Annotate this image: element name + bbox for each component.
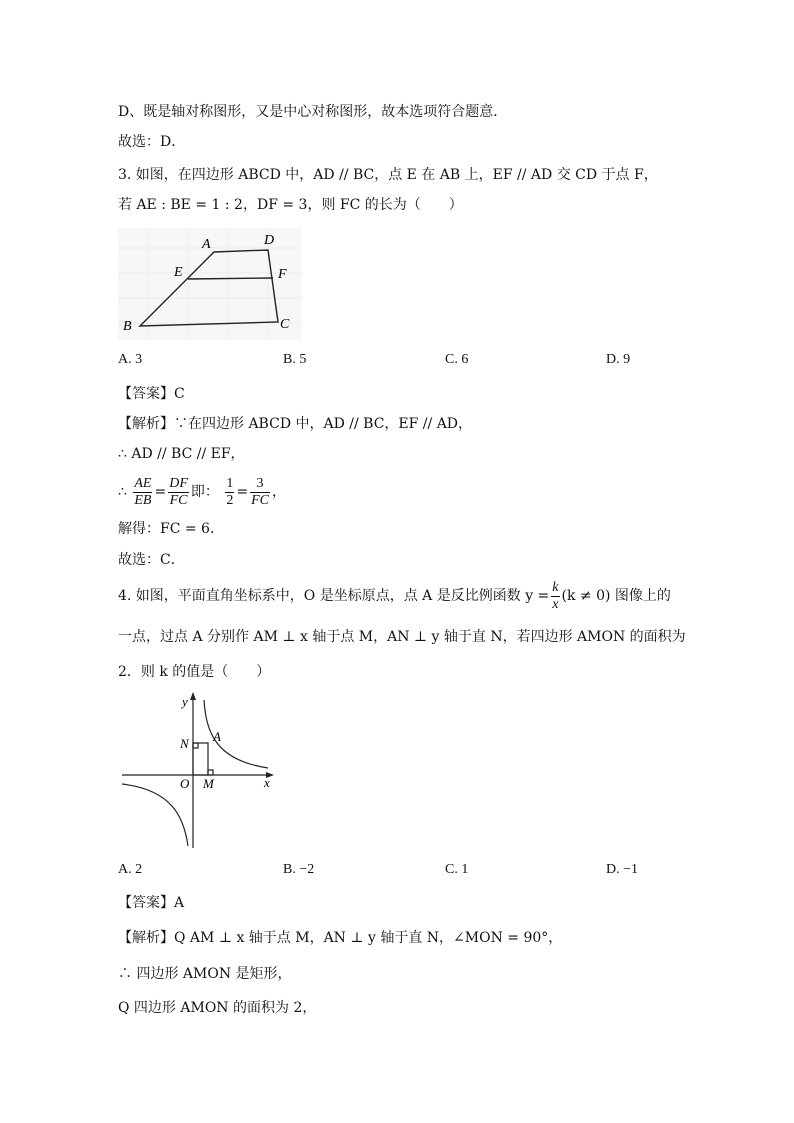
label-m: M: [203, 776, 214, 791]
label-a: A: [213, 729, 221, 744]
fraction-k-x: $\frac{k}{x}$: [552, 579, 559, 612]
q3-analysis-3-proportion: ∴ $\frac{AE}{EB}$ = $\frac{DF}{FC}$ 即： $\frac{1}{2}$ = $\frac{3}{FC}$ ，: [118, 475, 286, 508]
q3-stem-line-2: 若 AE : BE = 1 : 2，DF = 3，则 FC 的长为（ ）: [118, 197, 463, 213]
label-o: O: [180, 776, 190, 791]
label-n: N: [180, 736, 189, 751]
fraction-1-2: $\frac{1}{2}$: [226, 475, 234, 508]
fraction-df-fc: $\frac{DF}{FC}$: [169, 475, 188, 508]
right-angle-marker-m: [208, 770, 213, 775]
label-e: E: [174, 265, 183, 280]
fraction-3-fc: $\frac{3}{FC}$: [251, 475, 269, 508]
q3-option-c: C. 6: [445, 352, 469, 367]
q4-analysis-3: Q 四边形 AMON 的面积为 2，: [118, 1000, 317, 1016]
q3-answer: 【答案】C: [118, 386, 185, 402]
hyperbola-branch-q3: [122, 784, 188, 846]
q3-stem-line-1: 3. 如图，在四边形 ABCD 中，AD // BC，点 E 在 AB 上，EF // AD 交 CD 于点 F，: [118, 167, 658, 183]
q4-option-a: A. 2: [118, 862, 143, 877]
q3-option-a: A. 3: [118, 352, 143, 367]
label-d: D: [264, 233, 275, 248]
q4-analysis-1: 【解析】Q AM ⊥ x 轴于点 M，AN ⊥ y 轴于直 N，∠MON = 90°，: [118, 930, 563, 946]
q2-explanation-d: D、既是轴对称图形，又是中心对称图形，故本选项符合题意．: [118, 104, 508, 120]
fraction-ae-eb: $\frac{AE}{EB}$: [134, 475, 152, 508]
q4-analysis-2: ∴ 四边形 AMON 是矩形，: [118, 966, 292, 982]
q3-trapezoid-figure: [118, 228, 302, 340]
label-c: C: [280, 317, 290, 332]
q4-hyperbola-figure: [118, 690, 278, 850]
q3-analysis-4: 解得：FC = 6．: [118, 521, 224, 537]
q3-analysis-2: ∴ AD // BC // EF，: [118, 446, 245, 462]
label-f: F: [278, 267, 287, 282]
right-angle-marker-n: [193, 743, 198, 748]
q3-analysis-1: 【解析】∵在四边形 ABCD 中，AD // BC，EF // AD，: [118, 416, 473, 432]
q3-option-d: D. 9: [606, 352, 631, 367]
q3-choice: 故选：C．: [118, 552, 185, 568]
q4-answer: 【答案】A: [118, 895, 185, 911]
label-b: B: [123, 319, 132, 334]
label-a: A: [202, 237, 211, 252]
label-y: y: [182, 694, 188, 709]
therefore-symbol: ∴: [118, 484, 127, 500]
q2-choice: 故选：D．: [118, 134, 186, 150]
q4-stem-line-3: 2．则 k 的值是（ ）: [118, 664, 271, 680]
q4-option-c: C. 1: [445, 862, 469, 877]
y-arrow: [190, 692, 196, 700]
label-x: x: [264, 775, 270, 790]
q4-option-b: B. −2: [283, 862, 315, 877]
q3-option-b: B. 5: [283, 352, 307, 367]
q4-stem-line-1: 4. 如图，平面直角坐标系中，O 是坐标原点，点 A 是反比例函数 y = $\frac{k}{x}$ (k ≠ 0) 图像上的: [118, 579, 671, 612]
q4-option-d: D. −1: [606, 862, 639, 877]
segment-ef: [188, 278, 273, 279]
q4-stem-line-2: 一点，过点 A 分别作 AM ⊥ x 轴于点 M，AN ⊥ y 轴于直 N，若四边形 AMON 的面积为: [118, 629, 686, 645]
